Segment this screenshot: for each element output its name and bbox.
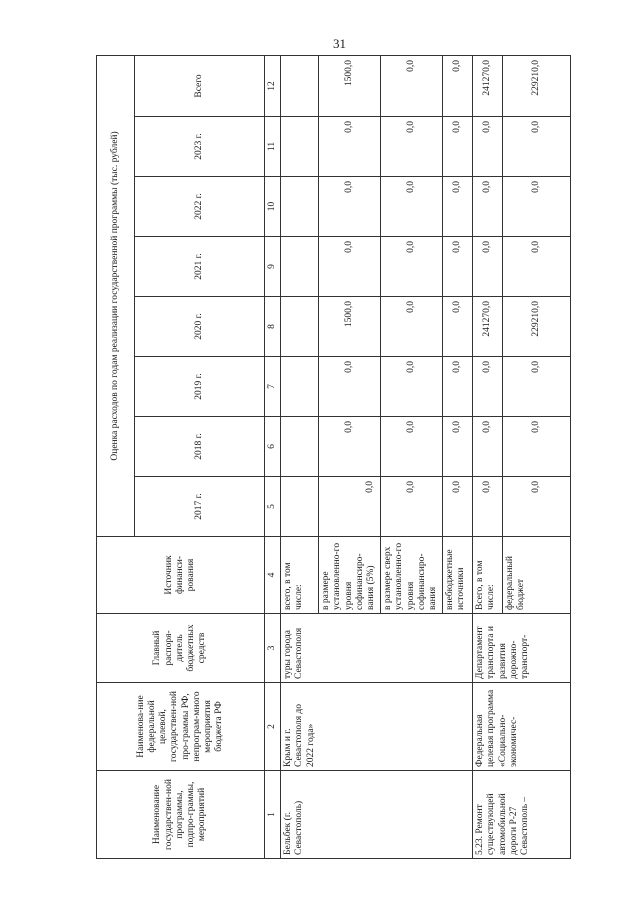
- value-cell: [281, 357, 319, 417]
- col-number: 1: [265, 771, 281, 859]
- col-number: 10: [265, 177, 281, 237]
- page-number: 31: [333, 36, 346, 51]
- year-header: 2021 г.: [135, 237, 265, 297]
- source-cell: в размере сверх установленно-го уровня софинансиро-вания: [381, 537, 443, 614]
- source-cell: всего, в том числе:: [281, 537, 319, 614]
- value-cell: [281, 55, 319, 116]
- value-cell: 0,0: [319, 477, 381, 537]
- block1-distributor: туры города Севастополя: [281, 614, 473, 683]
- value-cell: [281, 117, 319, 177]
- col-number: 7: [265, 357, 281, 417]
- year-header: 2019 г.: [135, 357, 265, 417]
- value-cell: 0,0: [319, 177, 381, 237]
- value-cell: 0,0: [443, 477, 473, 537]
- value-cell: 0,0: [443, 177, 473, 237]
- value-cell: 0,0: [503, 177, 571, 237]
- value-cell: 0,0: [503, 417, 571, 477]
- value-cell: 0,0: [443, 117, 473, 177]
- source-cell: Всего, в том числе:: [473, 537, 503, 614]
- block2-name: 5.23. Ремонт существующей автомобильной дороги Р-27 Севастополь –: [473, 771, 571, 859]
- header-group-row: [97, 55, 135, 858]
- value-cell: 241270,0: [473, 55, 503, 116]
- block2-distributor: Департамент транспорта и развития дорожно-транспорт-: [473, 614, 571, 683]
- table-row: [473, 55, 503, 858]
- value-cell: 229210,0: [503, 55, 571, 116]
- value-cell: 229210,0: [503, 297, 571, 357]
- value-cell: [281, 477, 319, 537]
- source-cell: внебюджетные источники: [443, 537, 473, 614]
- header-col1: Наименование государствен-ной программы, подпро-граммы, мероприятий: [97, 771, 265, 859]
- header-col3: Главный распоря-дитель бюджетных средств: [97, 614, 265, 683]
- col-number: 8: [265, 297, 281, 357]
- value-cell: 0,0: [381, 237, 443, 297]
- col-number: 12: [265, 55, 281, 116]
- col-number: 3: [265, 614, 281, 683]
- value-cell: 0,0: [443, 417, 473, 477]
- value-cell: 0,0: [503, 357, 571, 417]
- value-cell: [281, 177, 319, 237]
- value-cell: 0,0: [381, 417, 443, 477]
- value-cell: [281, 237, 319, 297]
- value-cell: 0,0: [503, 117, 571, 177]
- block1-program: Крым и г. Севастополя до 2022 года»: [281, 683, 473, 771]
- value-cell: 0,0: [473, 177, 503, 237]
- value-cell: 0,0: [473, 117, 503, 177]
- year-header: 2022 г.: [135, 177, 265, 237]
- value-cell: 0,0: [473, 357, 503, 417]
- value-cell: 0,0: [381, 477, 443, 537]
- year-header: 2018 г.: [135, 417, 265, 477]
- value-cell: 241270,0: [473, 297, 503, 357]
- year-header: 2017 г.: [135, 477, 265, 537]
- header-col4: Источник финанси-рования: [97, 537, 265, 614]
- value-cell: 1500,0: [319, 297, 381, 357]
- col-number: 4: [265, 537, 281, 614]
- value-cell: 0,0: [443, 357, 473, 417]
- source-cell: федеральный бюджет: [503, 537, 571, 614]
- budget-table: [96, 55, 571, 859]
- value-cell: 0,0: [503, 237, 571, 297]
- year-header: 2020 г.: [135, 297, 265, 357]
- value-cell: 0,0: [381, 177, 443, 237]
- value-cell: 0,0: [381, 297, 443, 357]
- value-cell: 0,0: [319, 417, 381, 477]
- value-cell: 0,0: [319, 117, 381, 177]
- value-cell: 0,0: [503, 477, 571, 537]
- source-cell: в размере установленно-го уровня софинансиро-вания (5%): [319, 537, 381, 614]
- value-cell: 0,0: [443, 55, 473, 116]
- value-cell: 0,0: [319, 237, 381, 297]
- value-cell: 0,0: [473, 477, 503, 537]
- header-group: Оценка расходов по годам реализации государственной программы (тыс. рублей): [97, 55, 135, 536]
- value-cell: 0,0: [473, 237, 503, 297]
- col-number: 11: [265, 117, 281, 177]
- rotated-table-container: [96, 56, 570, 859]
- value-cell: 0,0: [381, 55, 443, 116]
- col-number: 2: [265, 683, 281, 771]
- value-cell: 0,0: [473, 417, 503, 477]
- block2-program: Федеральная целевая программа «Социально-экономичес-: [473, 683, 571, 771]
- value-cell: 0,0: [381, 117, 443, 177]
- value-cell: 0,0: [443, 237, 473, 297]
- value-cell: [281, 297, 319, 357]
- col-number: 9: [265, 237, 281, 297]
- col-number: 5: [265, 477, 281, 537]
- total-header: Всего: [135, 55, 265, 116]
- value-cell: 0,0: [381, 357, 443, 417]
- value-cell: [281, 417, 319, 477]
- value-cell: 0,0: [443, 297, 473, 357]
- column-numbers-row: [265, 55, 281, 858]
- block1-name: Бельбек (г. Севастополь): [281, 771, 473, 859]
- table-row: [281, 55, 319, 858]
- value-cell: 0,0: [319, 357, 381, 417]
- header-col2: Наименова-ние федеральной целевой, государствен-ной про-граммы РФ, непрограм-много мероприятия бюджета РФ: [97, 683, 265, 771]
- year-header: 2023 г.: [135, 117, 265, 177]
- value-cell: 1500,0: [319, 55, 381, 116]
- col-number: 6: [265, 417, 281, 477]
